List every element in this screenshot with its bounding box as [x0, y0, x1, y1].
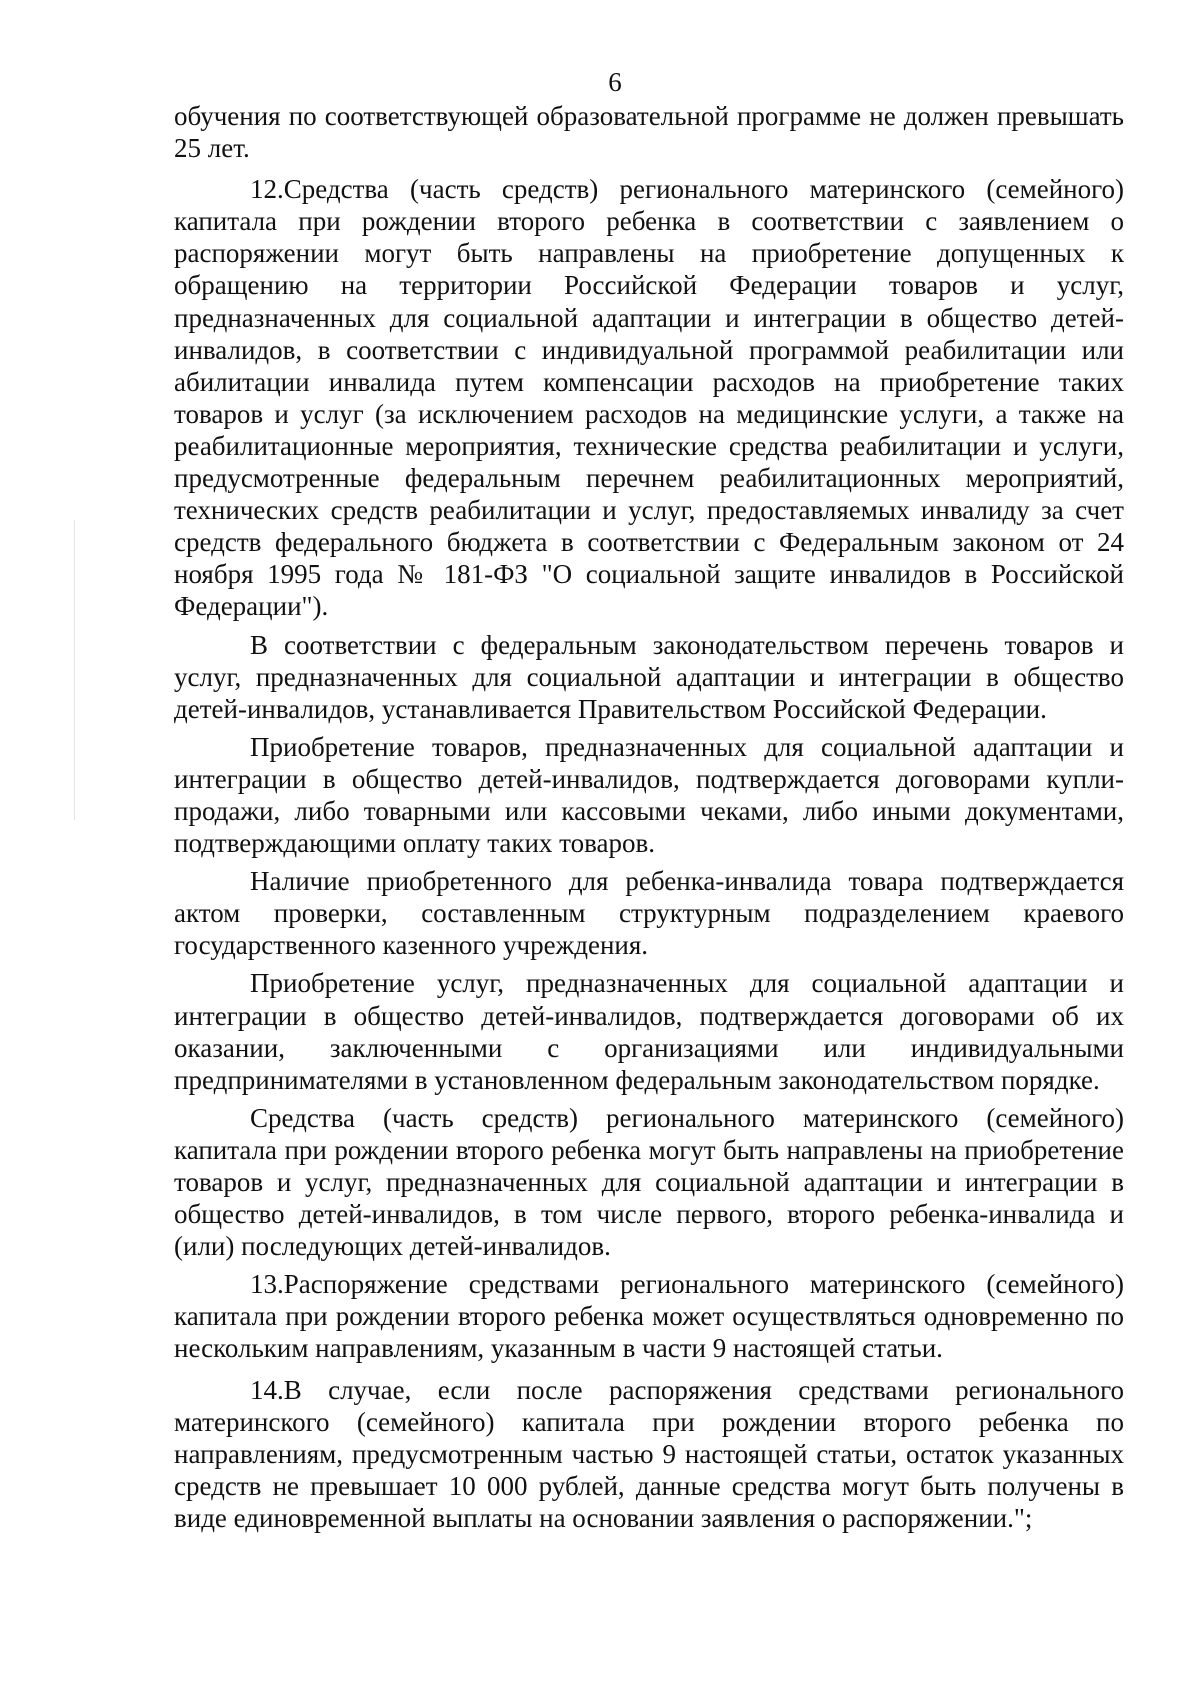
- paragraph-goods-check-act: Наличие приобретенного для ребенка-инвалида товара подтверждается актом проверки, составленным структурным подразделением краевого государственного казенного учреждения.: [174, 866, 1124, 961]
- paragraph-continuation: обучения по соответствующей образовательной программе не должен превышать 25 лет.: [174, 101, 1124, 164]
- paragraph-services-purchase: Приобретение услуг, предназначенных для социальной адаптации и интеграции в общество детей-инвалидов, подтверждается договорами об их оказании, заключенными с организациями или индивидуальными предпринимателями в установленном федеральным законодательством порядке.: [174, 968, 1124, 1095]
- paragraph-item-13: 13.Распоряжение средствами регионального материнского (семейного) капитала при рождении второго ребенка может осуществляться одновременно по нескольким направлениям, указанным в части 9 настоящей статьи.: [174, 1269, 1124, 1364]
- paragraph-item-14: 14.В случае, если после распоряжения средствами регионального материнского (семейного) капитала при рождении второго ребенка по направлениям, предусмотренным частью 9 настоящей статьи, остаток указанных средств не превышает 10 000 рублей, данные средства могут быть получены в виде единовременной выплаты на основании заявления о распоряжении.";: [174, 1374, 1124, 1533]
- paragraph-children-scope: Средства (часть средств) регионального материнского (семейного) капитала при рождении второго ребенка могут быть направлены на приобретение товаров и услуг, предназначенных для социальной адаптации и интеграции в общество детей-инвалидов, в том числе первого, второго ребенка-инвалида и (или) последующих детей-инвалидов.: [174, 1102, 1124, 1262]
- scan-margin-mark: [74, 520, 75, 820]
- paragraph-item-12: 12.Средства (часть средств) регионального материнского (семейного) капитала при рождении второго ребенка в соответствии с заявлением о распоряжении могут быть направлены на приобретение допущенных к обращению на территории Российской Федерации товаров и услуг, предназначенных для социальной адаптации и интеграции в общество детей-инвалидов, в соответствии с индивидуальной программой реабилитации или абилитации инвалида путем компенсации расходов на приобретение таких товаров и услуг (за исключением расходов на медицинские услуги, а также на реабилитационные мероприятия, технические средства реабилитации и услуги, предусмотренные федеральным перечнем реабилитационных мероприятий, технических средств реабилитации и услуг, предоставляемых инвалиду за счет средств федерального бюджета в соответствии с Федеральным законом от 24 ноября 1995 года № 181-ФЗ "О социальной защите инвалидов в Российской Федерации").: [174, 174, 1124, 622]
- paragraph-goods-purchase: Приобретение товаров, предназначенных для социальной адаптации и интеграции в общество детей-инвалидов, подтверждается договорами купли-продажи, либо товарными или кассовыми чеками, либо иными документами, подтверждающими оплату таких товаров.: [174, 731, 1124, 859]
- document-body: [174, 100, 1124, 1534]
- page-number: 6: [608, 67, 622, 97]
- paragraph-goods-list: В соответствии с федеральным законодательством перечень товаров и услуг, предназначенных для социальной адаптации и интеграции в общество детей-инвалидов, устанавливается Правительством Российской Федерации.: [174, 629, 1124, 724]
